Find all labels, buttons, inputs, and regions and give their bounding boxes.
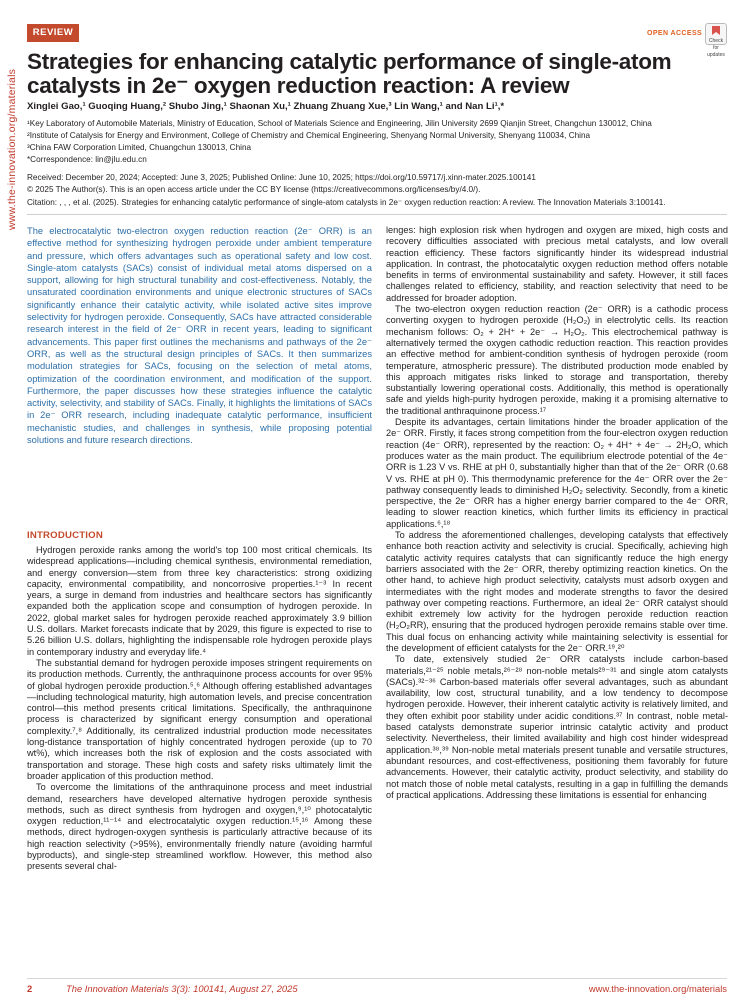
affiliation-1: ¹Key Laboratory of Automobile Materials, Ministry of Education, School of Materials Science and Engineering, Jilin University 2699 Qianjin Street, Changchun 130012, China xyxy=(27,119,652,128)
page-number: 2 xyxy=(27,983,33,994)
paragraph: To date, extensively studied 2e⁻ ORR catalysts include carbon-based materials,²¹⁻²⁵ noble metals,²⁶⁻²⁸ non-noble metals²⁹⁻³¹ and single atom catalysts (SACs).³²⁻³⁶ Carbon-based materials offer several advantages, such as abundant availability, low cost, structural tunability, and a low tendency to decompose hydrogen peroxide. However, their inherent catalytic activity is relatively limited, and they often exhibit poor stability under acidic conditions.³⁷ In contrast, noble metal-based catalysts demonstrate superior intrinsic catalytic activity and product selectivity. Nevertheless, their limited availability and high cost hinder widespread application.³⁸,³⁹ Non-noble metal materials present tunable and versatile structures, abundant resources, and cost-effectiveness, positioning them favorably for future advancements. However, their catalytic activity, product selectivity, and stability do not match those of noble metal catalysts, resulting in a gap in fulfilling the demands of practical applications. Addressing these limitations is essential for enhancing xyxy=(386,654,728,800)
section-heading-introduction: INTRODUCTION xyxy=(27,530,103,541)
review-badge: REVIEW xyxy=(27,24,79,42)
article-title: Strategies for enhancing catalytic performance of single-atom catalysts in 2e⁻ oxygen reduction reaction: A review xyxy=(27,49,672,98)
paragraph: The two-electron oxygen reduction reaction (2e⁻ ORR) is a cathodic process converting oxygen to hydrogen peroxide (H₂O₂) in electrolytic cells. Its reaction mechanism follows: O₂ + 2H⁺ + 2e⁻ → H₂O₂. This electrochemical pathway is alternatively termed the oxygen cathodic reduction reaction. This reaction provides an effective method for ambient-condition synthesis of hydrogen peroxide (room temperature, atmospheric pressure). The distributed production mode enabled by this approach mitigates risks linked to storage and transportation, thereby substantially lowering operational costs. Additionally, this method is operationally safe and yields high-purity hydrogen peroxide, making it a promising alternative to the traditional anthraquinone process.¹⁷ xyxy=(386,304,728,416)
correspondence[interactable]: *Correspondence: lin@jlu.edu.cn xyxy=(27,155,147,164)
journal-website-link[interactable]: www.the-innovation.org/materials xyxy=(588,983,727,994)
bookmark-icon xyxy=(711,26,721,35)
paragraph: To address the aforementioned challenges, developing catalysts that effectively enhance both reaction activity and selectivity is crucial. Specifically, achieving high catalytic activity requires catalysts that can significantly reduce the high energy barriers associated with the 2e⁻ ORR, thereby optimizing reaction kinetics. On the other hand, to achieve high product selectivity, catalysts must adsorb oxygen and intermediates with the right modes and moderate strengths to favor the desired pathway over competing reactions. Furthermore, an ideal 2e⁻ ORR catalyst should exhibit extremely low activity for the hydrogen peroxide reduction reaction (H₂O₂RR), ensuring that the produced hydrogen peroxide remains stable over time. This dual focus on enhancing activity while maintaining selectivity is essential for the development of efficient catalysts for the 2e⁻ ORR.¹⁹,²⁰ xyxy=(386,530,728,653)
page-footer xyxy=(27,983,727,994)
check-for-updates-button[interactable] xyxy=(705,23,727,58)
affiliation-3: ³China FAW Corporation Limited, Chuangchun 130013, China xyxy=(27,143,252,152)
open-access-label: OPEN ACCESS xyxy=(647,30,703,37)
dates-and-doi[interactable]: Received: December 20, 2024; Accepted: June 3, 2025; Published Online: June 10, 2025; https://doi.org/10.59717/j.xinn-mater.2025.100141 xyxy=(27,173,536,182)
sidebar-url[interactable] xyxy=(4,40,18,230)
paragraph: To overcome the limitations of the anthraquinone process and meet industrial demand, researchers have developed alternative hydrogen peroxide synthesis methods, such as direct synthesis from hydrogen and oxygen,⁹,¹⁰ photocatalytic oxygen reduction,¹¹⁻¹⁴ and electrocatalytic oxygen reduction.¹⁵,¹⁶ Among these methods, direct hydrogen-oxygen synthesis is particularly attractive because of its high reaction selectivity (>95%), environmentally friendly nature (avoiding harmful byproducts), and single-step streamlined workflow. However, this method also presents several chal- xyxy=(27,782,372,872)
sidebar-url-text[interactable]: www.the-innovation.org/materials xyxy=(6,68,18,230)
abstract: The electrocatalytic two-electron oxygen reduction reaction (2e⁻ ORR) is an effective method for synthesizing hydrogen peroxide under ambient temperature and pressure, which offers advantages such as operational safety and low cost. Single-atom catalysts (SACs) consist of individual metal atoms dispersed on a support, allowing for high structural tunability and cost-effectiveness. Notably, the unsaturated coordination environments and unique electronic structures of SACs significantly enhance their catalytic activity, while isolated active sites improve selectivity for hydrogen peroxide. Consequently, SACs have attracted considerable research interest in the field of 2e⁻ ORR in recent years, leading to significant advancements. This paper first outlines the mechanisms and pathways of the 2e⁻ ORR, as well as the structural design principles of SACs. It then summarizes modulation strategies for SACs, focusing on the selection of metal atoms, optimization of the coordination environment, and modification of the support. Furthermore, the paper discusses how these strategies influence the catalytic activity, selectivity, and stability of SACs. Finally, it highlights the limitations of SACs in 2e⁻ ORR research, including inadequate catalytic performance, insufficient mechanistic studies, and challenges in synthesis, while proposing potential solutions and future research directions. xyxy=(27,226,372,446)
paragraph: lenges: high explosion risk when hydrogen and oxygen are mixed, high costs and recovery difficulties associated with precious metal catalysts, and low overall reaction efficiency. These factors significantly hinder its widespread industrial application. In contrast, the photocatalytic oxygen reduction method offers notable benefits in terms of environmental sustainability and safety. However, it still faces challenges related to efficiency, stability, and reaction selectivity that need to be addressed for broader adoption. xyxy=(386,225,728,303)
paragraph: The substantial demand for hydrogen peroxide imposes stringent requirements on its production methods. Currently, the anthraquinone process accounts for over 95% of global hydrogen peroxide production.⁵,⁶ Although offering established advantages—including technological maturity, high automation levels, and precise concentration control—this method presents critical limitations. Specifically, the anthraquinone process is characterized by significant energy consumption and operational complexity.⁷,⁸ Additionally, its centralized industrial production mode necessitates long-distance transportation of highly concentrated hydrogen peroxide (up to 70 wt%), which increases both the risk of explosion and the costs associated with transportation and storage. These high costs and safety risks ultimately limit the broader application of this production method. xyxy=(27,657,372,781)
header-divider xyxy=(27,214,727,215)
journal-reference: The Innovation Materials 3(3): 100141, August 27, 2025 xyxy=(66,983,298,994)
copyright-line[interactable]: © 2025 The Author(s). This is an open access article under the CC BY license (https://creativecommons.org/licenses/by/4.0/). xyxy=(27,185,481,195)
right-column-body xyxy=(386,225,728,801)
footer-divider xyxy=(27,978,727,979)
paragraph: Despite its advantages, certain limitations hinder the broader application of the 2e⁻ ORR. Firstly, it faces strong competition from the four-electron oxygen reduction reaction (4e⁻ ORR), represented by the reaction: O₂ + 4H⁺ + 4e⁻ → 2H₂O, which produces water as the main product. The equilibrium electrode potential of the 4e⁻ ORR is 1.23 V vs. RHE at pH 0, substantially higher than that of the 2e⁻ ORR (0.68 V vs. RHE at pH 0). This thermodynamic preference for the 4e⁻ ORR over the 2e⁻ pathway consequently leads to diminished H₂O₂ selectivity. Secondly, from a kinetic perspective, the 2e⁻ ORR has a higher energy barrier compared to the 4e⁻ ORR, leading to slower reaction kinetics, which further limits its efficiency in practical applications.⁶,¹⁸ xyxy=(386,417,728,529)
affiliations xyxy=(27,118,727,166)
article-meta xyxy=(27,172,727,209)
paragraph: Hydrogen peroxide ranks among the world's top 100 most critical chemicals. Its widespread applications—including chemical synthesis, environmental remediation, and energy conversion—stem from three key characteristics: strong oxidizing capacity, environmental compatibility, and noncorrosive properties.¹⁻³ In recent years, a surge in demand from industries and healthcare sectors has significantly expanded both the application scope and consumption of hydrogen peroxide. In 2022, global market sales for hydrogen peroxide reached approximately 3.9 billion U.S. dollars. Market forecasts indicate that by 2029, this figure is expected to rise to 5.26 billion U.S. dollars, highlighting the indispensable role hydrogen peroxide plays in contemporary industry and everyday life.⁴ xyxy=(27,545,372,657)
citation-line: Citation: , , , et al. (2025). Strategies for enhancing catalytic performance of single-atom catalysts in 2e⁻ oxygen reduction reaction: A review. The Innovation Materials 3:100141. xyxy=(27,197,666,207)
check-for-updates-label: Check for updates xyxy=(707,38,725,58)
author-list: Xinglei Gao,¹ Guoqing Huang,² Shubo Jing,¹ Shaonan Xu,¹ Zhuang Zhuang Xue,³ Lin Wang,¹ and Nan Li¹,* xyxy=(27,101,505,112)
left-column-body xyxy=(27,545,372,873)
affiliation-2: ²Institute of Catalysis for Energy and Environment, College of Chemistry and Chemical Engineering, Shenyang Normal University, Shenyang 110034, China xyxy=(27,131,591,140)
